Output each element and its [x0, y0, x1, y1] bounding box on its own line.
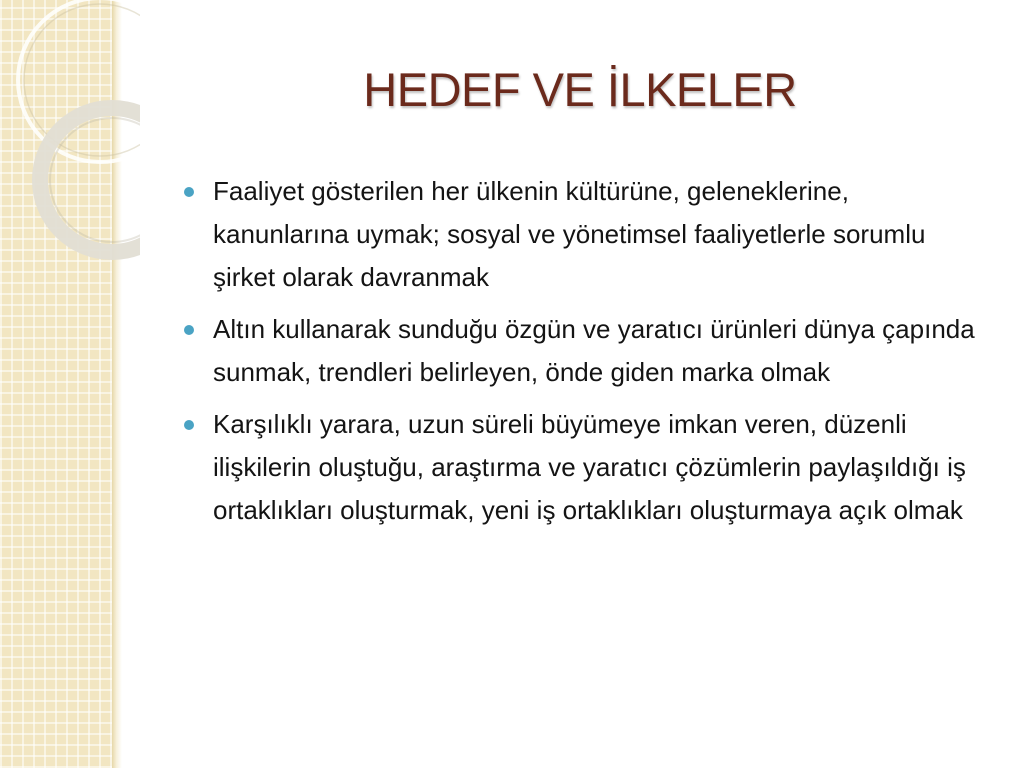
bullet-dot-icon: [184, 420, 194, 430]
bullet-text: Karşılıklı yarara, uzun süreli büyümeye imkan veren, düzenli ilişkilerin oluştuğu, araştırma ve yaratıcı çözümlerin paylaşıldığı iş ortaklıkları oluşturmak, yeni iş ortaklıkları oluşturmaya açık olmak: [213, 409, 966, 525]
bullet-text: Faaliyet gösterilen her ülkenin kültürüne, geleneklerine, kanunlarına uymak; sosyal ve yönetimsel faaliyetlerle sorumlu şirket olarak davranmak: [213, 176, 926, 292]
bullet-dot-icon: [184, 187, 194, 197]
bullet-text: Altın kullanarak sunduğu özgün ve yaratıcı ürünleri dünya çapında sunmak, trendleri belirleyen, önde giden marka olmak: [213, 314, 975, 387]
bullet-dot-icon: [184, 325, 194, 335]
bullet-item: [180, 403, 990, 532]
decorative-rings-icon: [0, 0, 140, 260]
bullet-item: [180, 308, 990, 394]
slide-title: HEDEF VE İLKELER: [363, 63, 797, 116]
bullet-item: [180, 170, 990, 299]
bullet-list: [180, 170, 990, 541]
